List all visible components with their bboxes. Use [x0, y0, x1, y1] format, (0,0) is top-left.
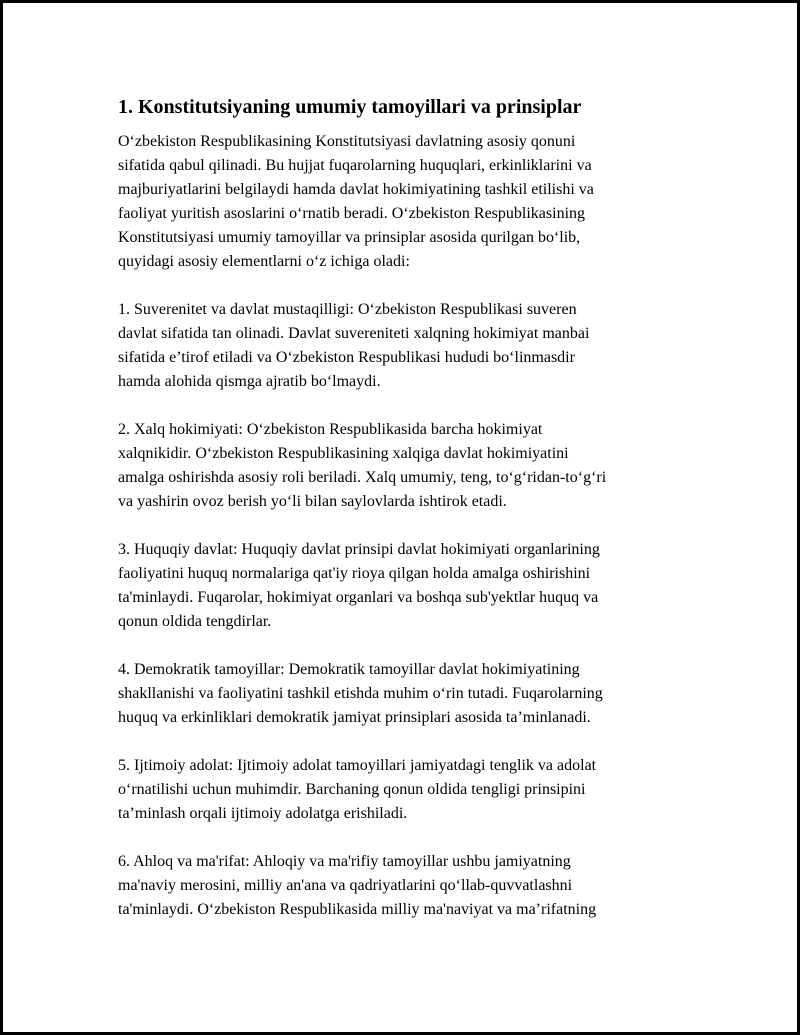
text-line: quyidagi asosiy elementlarni o‘z ichiga oladi:: [118, 253, 410, 270]
text-line: amalga oshirishda asosiy roli beriladi. Xalq umumiy, teng, to‘g‘ridan-to‘g‘ri: [118, 469, 607, 486]
text-line: huquq va erkinliklari demokratik jamiyat prinsiplari asosida ta’minlanadi.: [118, 709, 591, 726]
text-line: Konstitutsiyasi umumiy tamoyillar va prinsiplar asosida qurilgan bo‘lib,: [118, 229, 581, 246]
text-line: o‘rnatilishi uchun muhimdir. Barchaning qonun oldida tengligi prinsipini: [118, 781, 586, 798]
text-line: davlat sifatida tan olinadi. Davlat suvereniteti xalqning hokimiyat manbai: [118, 325, 590, 342]
text-line: ta’minlash orqali ijtimoiy adolatga erishiladi.: [118, 805, 408, 822]
text-line: sifatida e’tirof etiladi va O‘zbekiston Respublikasi hududi bo‘linmasdir: [118, 349, 575, 366]
document-body: [118, 94, 698, 946]
text-line: hamda alohida qismga ajratib bo‘lmaydi.: [118, 373, 381, 390]
rule-of-law-paragraph: [118, 538, 698, 634]
section-heading: 1. Konstitutsiyaning umumiy tamoyillari va prinsiplar: [118, 96, 582, 118]
text-line: 3. Huquqiy davlat: Huquqiy davlat prinsipi davlat hokimiyati organlarining: [118, 541, 600, 558]
text-line: ta'minlaydi. Fuqarolar, hokimiyat organlari va boshqa sub'yektlar huquq va: [118, 589, 599, 606]
text-line: sifatida qabul qilinadi. Bu hujjat fuqarolarning huquqlari, erkinliklarini va: [118, 157, 592, 174]
text-line: va yashirin ovoz berish yo‘li bilan saylovlarda ishtirok etadi.: [118, 493, 507, 510]
democracy-paragraph: [118, 658, 698, 730]
social-justice-paragraph: [118, 754, 698, 826]
ethics-paragraph: [118, 850, 698, 922]
text-line: 6. Ahloq va ma'rifat: Ahloqiy va ma'rifiy tamoyillar ushbu jamiyatning: [118, 853, 571, 870]
text-line: O‘zbekiston Respublikasining Konstitutsiyasi davlatning asosiy qonuni: [118, 133, 576, 150]
sovereignty-paragraph: [118, 298, 698, 394]
intro-paragraph: [118, 130, 698, 274]
text-line: ta'minlaydi. O‘zbekiston Respublikasida milliy ma'naviyat va ma’rifatning: [118, 901, 597, 918]
text-line: faoliyatini huquq normalariga qat'iy rioya qilgan holda amalga oshirishini: [118, 565, 591, 582]
text-line: ma'naviy merosini, milliy an'ana va qadriyatlarini qo‘llab-quvvatlashni: [118, 877, 573, 894]
people-power-paragraph: [118, 418, 698, 514]
text-line: shakllanishi va faoliyatini tashkil etishda muhim o‘rin tutadi. Fuqarolarning: [118, 685, 603, 702]
text-line: 2. Xalq hokimiyati: O‘zbekiston Respublikasida barcha hokimiyat: [118, 421, 543, 438]
text-line: 5. Ijtimoiy adolat: Ijtimoiy adolat tamoyillari jamiyatdagi tenglik va adolat: [118, 757, 597, 774]
text-line: 1. Suverenitet va davlat mustaqilligi: O‘zbekiston Respublikasi suveren: [118, 301, 577, 318]
text-line: qonun oldida tengdirlar.: [118, 613, 272, 630]
text-line: 4. Demokratik tamoyillar: Demokratik tamoyillar davlat hokimiyatining: [118, 661, 580, 678]
text-line: majburiyatlarini belgilaydi hamda davlat hokimiyatining tashkil etilishi va: [118, 181, 594, 198]
text-line: xalqnikidir. O‘zbekiston Respublikasining xalqiga davlat hokimiyatini: [118, 445, 569, 462]
text-line: faoliyat yuritish asoslarini o‘rnatib beradi. O‘zbekiston Respublikasining: [118, 205, 586, 222]
